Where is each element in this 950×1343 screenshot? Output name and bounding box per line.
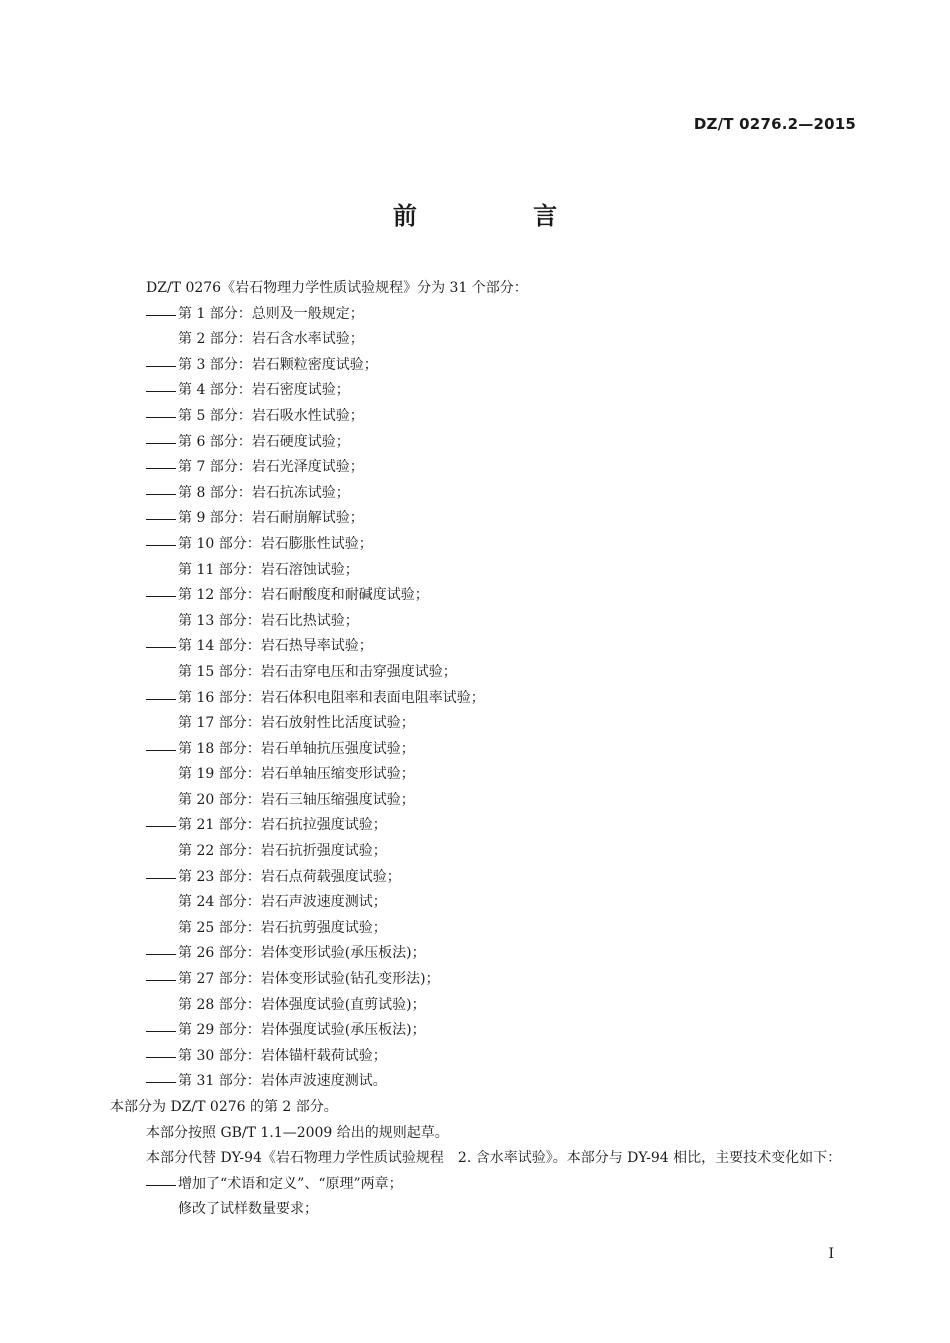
part-item-text: 第 21 部分：岩石抗拉强度试验； [178, 817, 387, 834]
part-item-text: 第 18 部分：岩石单轴抗压强度试验； [178, 740, 415, 757]
part-item [110, 993, 860, 1019]
part-item [110, 737, 860, 763]
part-item-text: 第 9 部分：岩石耐崩解试验； [178, 510, 364, 527]
part-item-text: 第 15 部分：岩石击穿电压和击穿强度试验； [178, 663, 457, 680]
part-item-text: 第 24 部分：岩石声波速度测试； [178, 894, 387, 911]
part-item [110, 839, 860, 865]
part-item-text: 第 1 部分：总则及一般规定； [178, 305, 364, 322]
part-item [110, 1069, 860, 1095]
part-item [110, 506, 860, 532]
part-item [110, 686, 860, 712]
part-item-text: 第 17 部分：岩石放射性比活度试验； [178, 715, 415, 732]
page-title: 前 言 [392, 202, 612, 230]
part-item [110, 711, 860, 737]
part-item-text: 第 30 部分：岩体锚杆载荷试验； [178, 1047, 387, 1064]
part-item [110, 455, 860, 481]
parts-list [110, 302, 860, 1095]
part-item [110, 1018, 860, 1044]
part-item [110, 532, 860, 558]
statement-part: 本部分为 DZ/T 0276 的第 2 部分。 [110, 1099, 338, 1115]
change-item-text: 增加了“术语和定义”、“原理”两章； [178, 1175, 403, 1192]
part-item-text: 第 27 部分：岩体变形试验(钻孔变形法)； [178, 971, 440, 988]
part-item [110, 481, 860, 507]
part-item-text: 第 16 部分：岩石体积电阻率和表面电阻率试验； [178, 689, 485, 706]
part-item [110, 1044, 860, 1070]
part-item-text: 第 11 部分：岩石溶蚀试验； [178, 561, 359, 578]
part-item [110, 916, 860, 942]
statement-draft: 本部分按照 GB/T 1.1—2009 给出的规则起草。 [146, 1124, 449, 1141]
part-item-text: 第 7 部分：岩石光泽度试验； [178, 459, 364, 476]
part-item [110, 378, 860, 404]
part-item-text: 第 8 部分：岩石抗冻试验； [178, 484, 350, 501]
part-item [110, 302, 860, 328]
foreword-body [110, 276, 860, 1223]
part-item-text: 第 5 部分：岩石吸水性试验； [178, 407, 364, 424]
page-number: I [828, 1246, 834, 1262]
part-item-text: 第 13 部分：岩石比热试验； [178, 612, 359, 629]
part-item [110, 634, 860, 660]
part-item [110, 583, 860, 609]
part-item [110, 430, 860, 456]
part-item-text: 第 4 部分：岩石密度试验； [178, 382, 350, 399]
change-item-text: 修改了试样数量要求； [178, 1201, 318, 1218]
part-item-text: 第 23 部分：岩石点荷载强度试验； [178, 868, 401, 885]
change-item [110, 1172, 860, 1198]
part-item [110, 788, 860, 814]
part-item-text: 第 19 部分：岩石单轴压缩变形试验； [178, 766, 415, 783]
statement-replace: 本部分代替 DY-94《岩石物理力学性质试验规程 2. 含水率试验》。本部分与 DY-94 相比，主要技术变化如下： [146, 1150, 842, 1167]
part-item [110, 762, 860, 788]
part-item [110, 327, 860, 353]
part-item-text: 第 28 部分：岩体强度试验(直剪试验)； [178, 996, 426, 1013]
part-item-text: 第 12 部分：岩石耐酸度和耐碱度试验； [178, 587, 429, 604]
changes-list [110, 1172, 860, 1223]
part-item [110, 813, 860, 839]
part-item-text: 第 3 部分：岩石颗粒密度试验； [178, 356, 378, 373]
part-item-text: 第 31 部分：岩体声波速度测试。 [178, 1073, 387, 1090]
part-item-text: 第 2 部分：岩石含水率试验； [178, 331, 364, 348]
part-item-text: 第 25 部分：岩石抗剪强度试验； [178, 919, 387, 936]
change-item [110, 1197, 860, 1223]
part-item [110, 967, 860, 993]
part-item [110, 660, 860, 686]
part-item [110, 865, 860, 891]
intro-paragraph: DZ/T 0276《岩石物理力学性质试验规程》分为 31 个部分： [146, 280, 528, 296]
part-item [110, 941, 860, 967]
part-item-text: 第 6 部分：岩石硬度试验； [178, 433, 350, 450]
part-item-text: 第 14 部分：岩石热导率试验； [178, 638, 373, 655]
part-item-text: 第 29 部分：岩体强度试验(承压板法)； [178, 1022, 426, 1039]
part-item [110, 353, 860, 379]
part-item [110, 609, 860, 635]
part-item-text: 第 22 部分：岩石抗折强度试验； [178, 843, 387, 860]
part-item [110, 404, 860, 430]
part-item-text: 第 10 部分：岩石膨胀性试验； [178, 535, 373, 552]
standard-code: DZ/T 0276.2—2015 [693, 115, 856, 133]
part-item-text: 第 26 部分：岩体变形试验(承压板法)； [178, 945, 426, 962]
part-item [110, 558, 860, 584]
part-item [110, 890, 860, 916]
part-item-text: 第 20 部分：岩石三轴压缩强度试验； [178, 791, 415, 808]
